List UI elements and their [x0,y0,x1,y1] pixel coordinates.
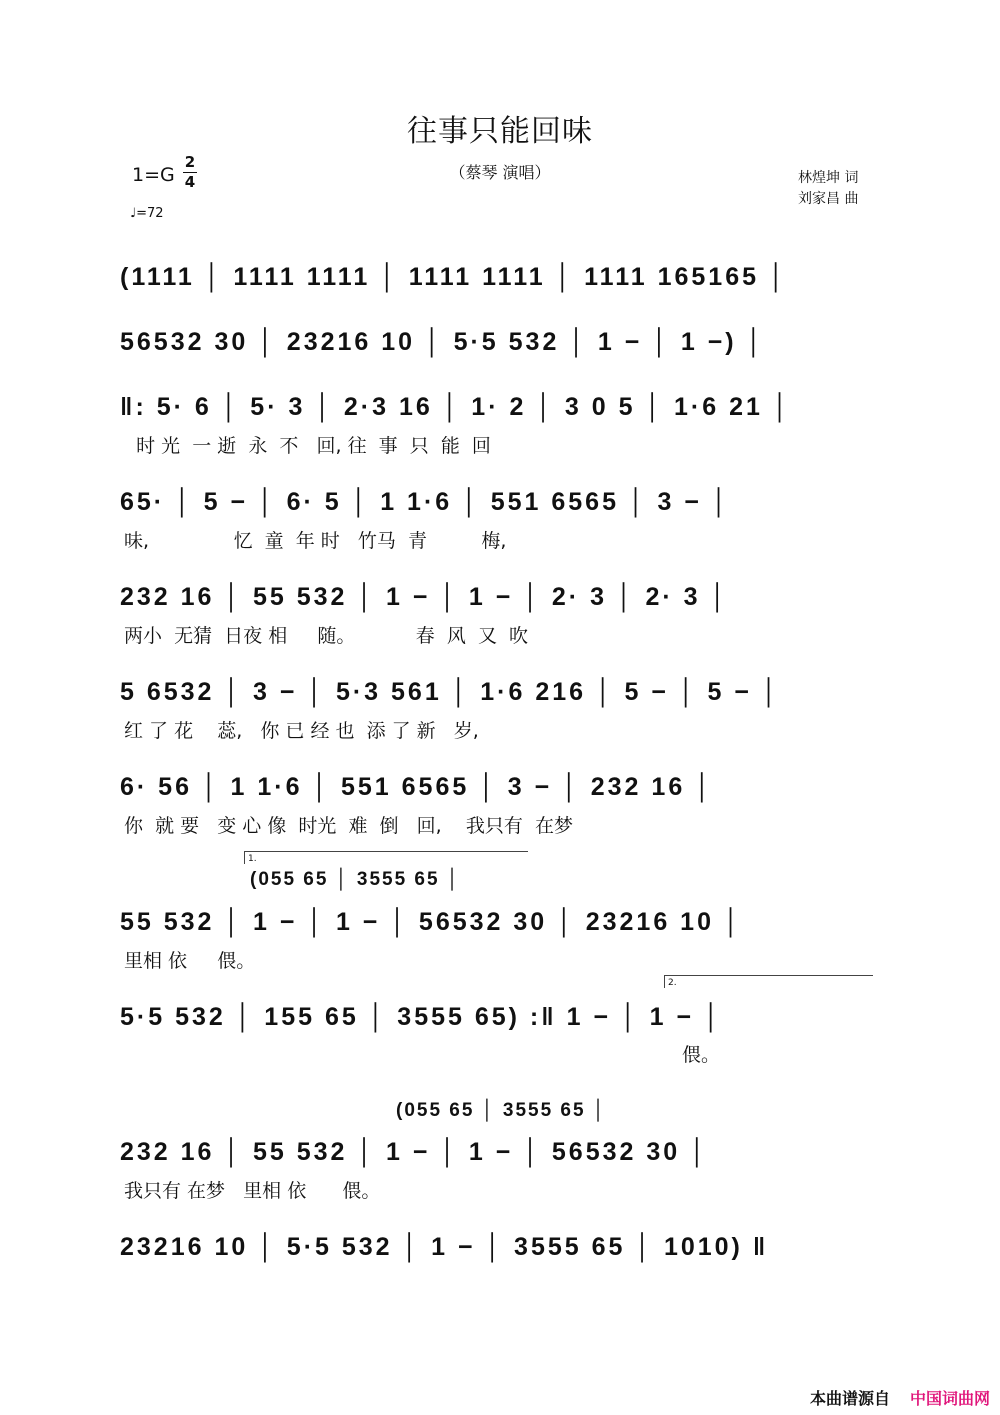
source-footer [810,1386,990,1409]
notation-row-7: 6· 56 │ 1 1·6 │ 551 6565 │ 3 − │ 232 16 │ [120,773,714,801]
accompaniment-row-8: (055 65 │ 3555 65 │ [250,869,461,890]
lyric-row-8: 里相 依 偎。 [124,950,256,972]
lyric-row-3: 时 光 一 逝 永 不 回, 往 事 只 能 回 [124,435,491,457]
lyric-row-4: 味, 忆 童 年 时 竹马 青 梅, [124,530,507,552]
song-title: 往事只能回味 [407,114,593,149]
volta-1-bracket: 1. [244,851,528,864]
notation-row-3: ‖: 5· 6 │ 5· 3 │ 2·3 16 │ 1· 2 │ 3 0 5 │ 1·6 21 │ [120,393,792,421]
lyricist-credit: 林煌坤 词 [798,170,859,186]
composer-credit: 刘家昌 曲 [798,191,859,207]
notation-row-8: 55 532 │ 1 − │ 1 − │ 56532 30 │ 23216 10 │ [120,908,743,936]
notation-row-4: 65· │ 5 − │ 6· 5 │ 1 1·6 │ 551 6565 │ 3 − │ [120,488,731,516]
notation-row-6: 5 6532 │ 3 − │ 5·3 561 │ 1·6 216 │ 5 − │ 5 − │ [120,678,781,706]
lyric-row-5: 两小 无猜 日夜 相 随。 春 风 又 吹 [124,625,529,647]
notation-row-10: 232 16 │ 55 532 │ 1 − │ 1 − │ 56532 30 │ [120,1138,709,1166]
source-label: 本曲谱源自 [809,1389,890,1408]
site-name[interactable]: 中国词曲网 [909,1389,990,1408]
notation-row-1: (1111 │ 1111 1111 │ 1111 1111 │ 1111 165165 │ [120,263,788,291]
time-signature-bottom: 4 [184,173,196,191]
accompaniment-row-10: (055 65 │ 3555 65 │ [396,1100,607,1121]
tempo-marking: ♩=72 [130,206,164,221]
notation-row-11: 23216 10 │ 5·5 532 │ 1 − │ 3555 65 │ 1010) ‖ [120,1233,769,1261]
notation-row-2: 56532 30 │ 23216 10 │ 5·5 532 │ 1 − │ 1 −) │ [120,328,766,356]
volta-2-bracket: 2. [664,975,873,988]
key-signature: 1=G [132,164,175,186]
lyric-row-6: 红 了 花 蕊, 你 已 经 也 添 了 新 岁, [124,720,479,742]
notation-row-5: 232 16 │ 55 532 │ 1 − │ 1 − │ 2· 3 │ 2· 3 │ [120,583,730,611]
lyric-row-9: 偎。 [682,1044,721,1066]
lyric-row-10: 我只有 在梦 里相 依 偎。 [124,1180,381,1202]
time-signature-top: 2 [184,153,196,171]
performer-note: （蔡琴 演唱） [449,163,551,182]
lyric-row-7: 你 就 要 变 心 像 时光 难 倒 回, 我只有 在梦 [124,815,573,837]
time-signature [183,154,197,191]
notation-row-9: 5·5 532 │ 155 65 │ 3555 65) :‖ 1 − │ 1 − │ [120,1003,723,1031]
